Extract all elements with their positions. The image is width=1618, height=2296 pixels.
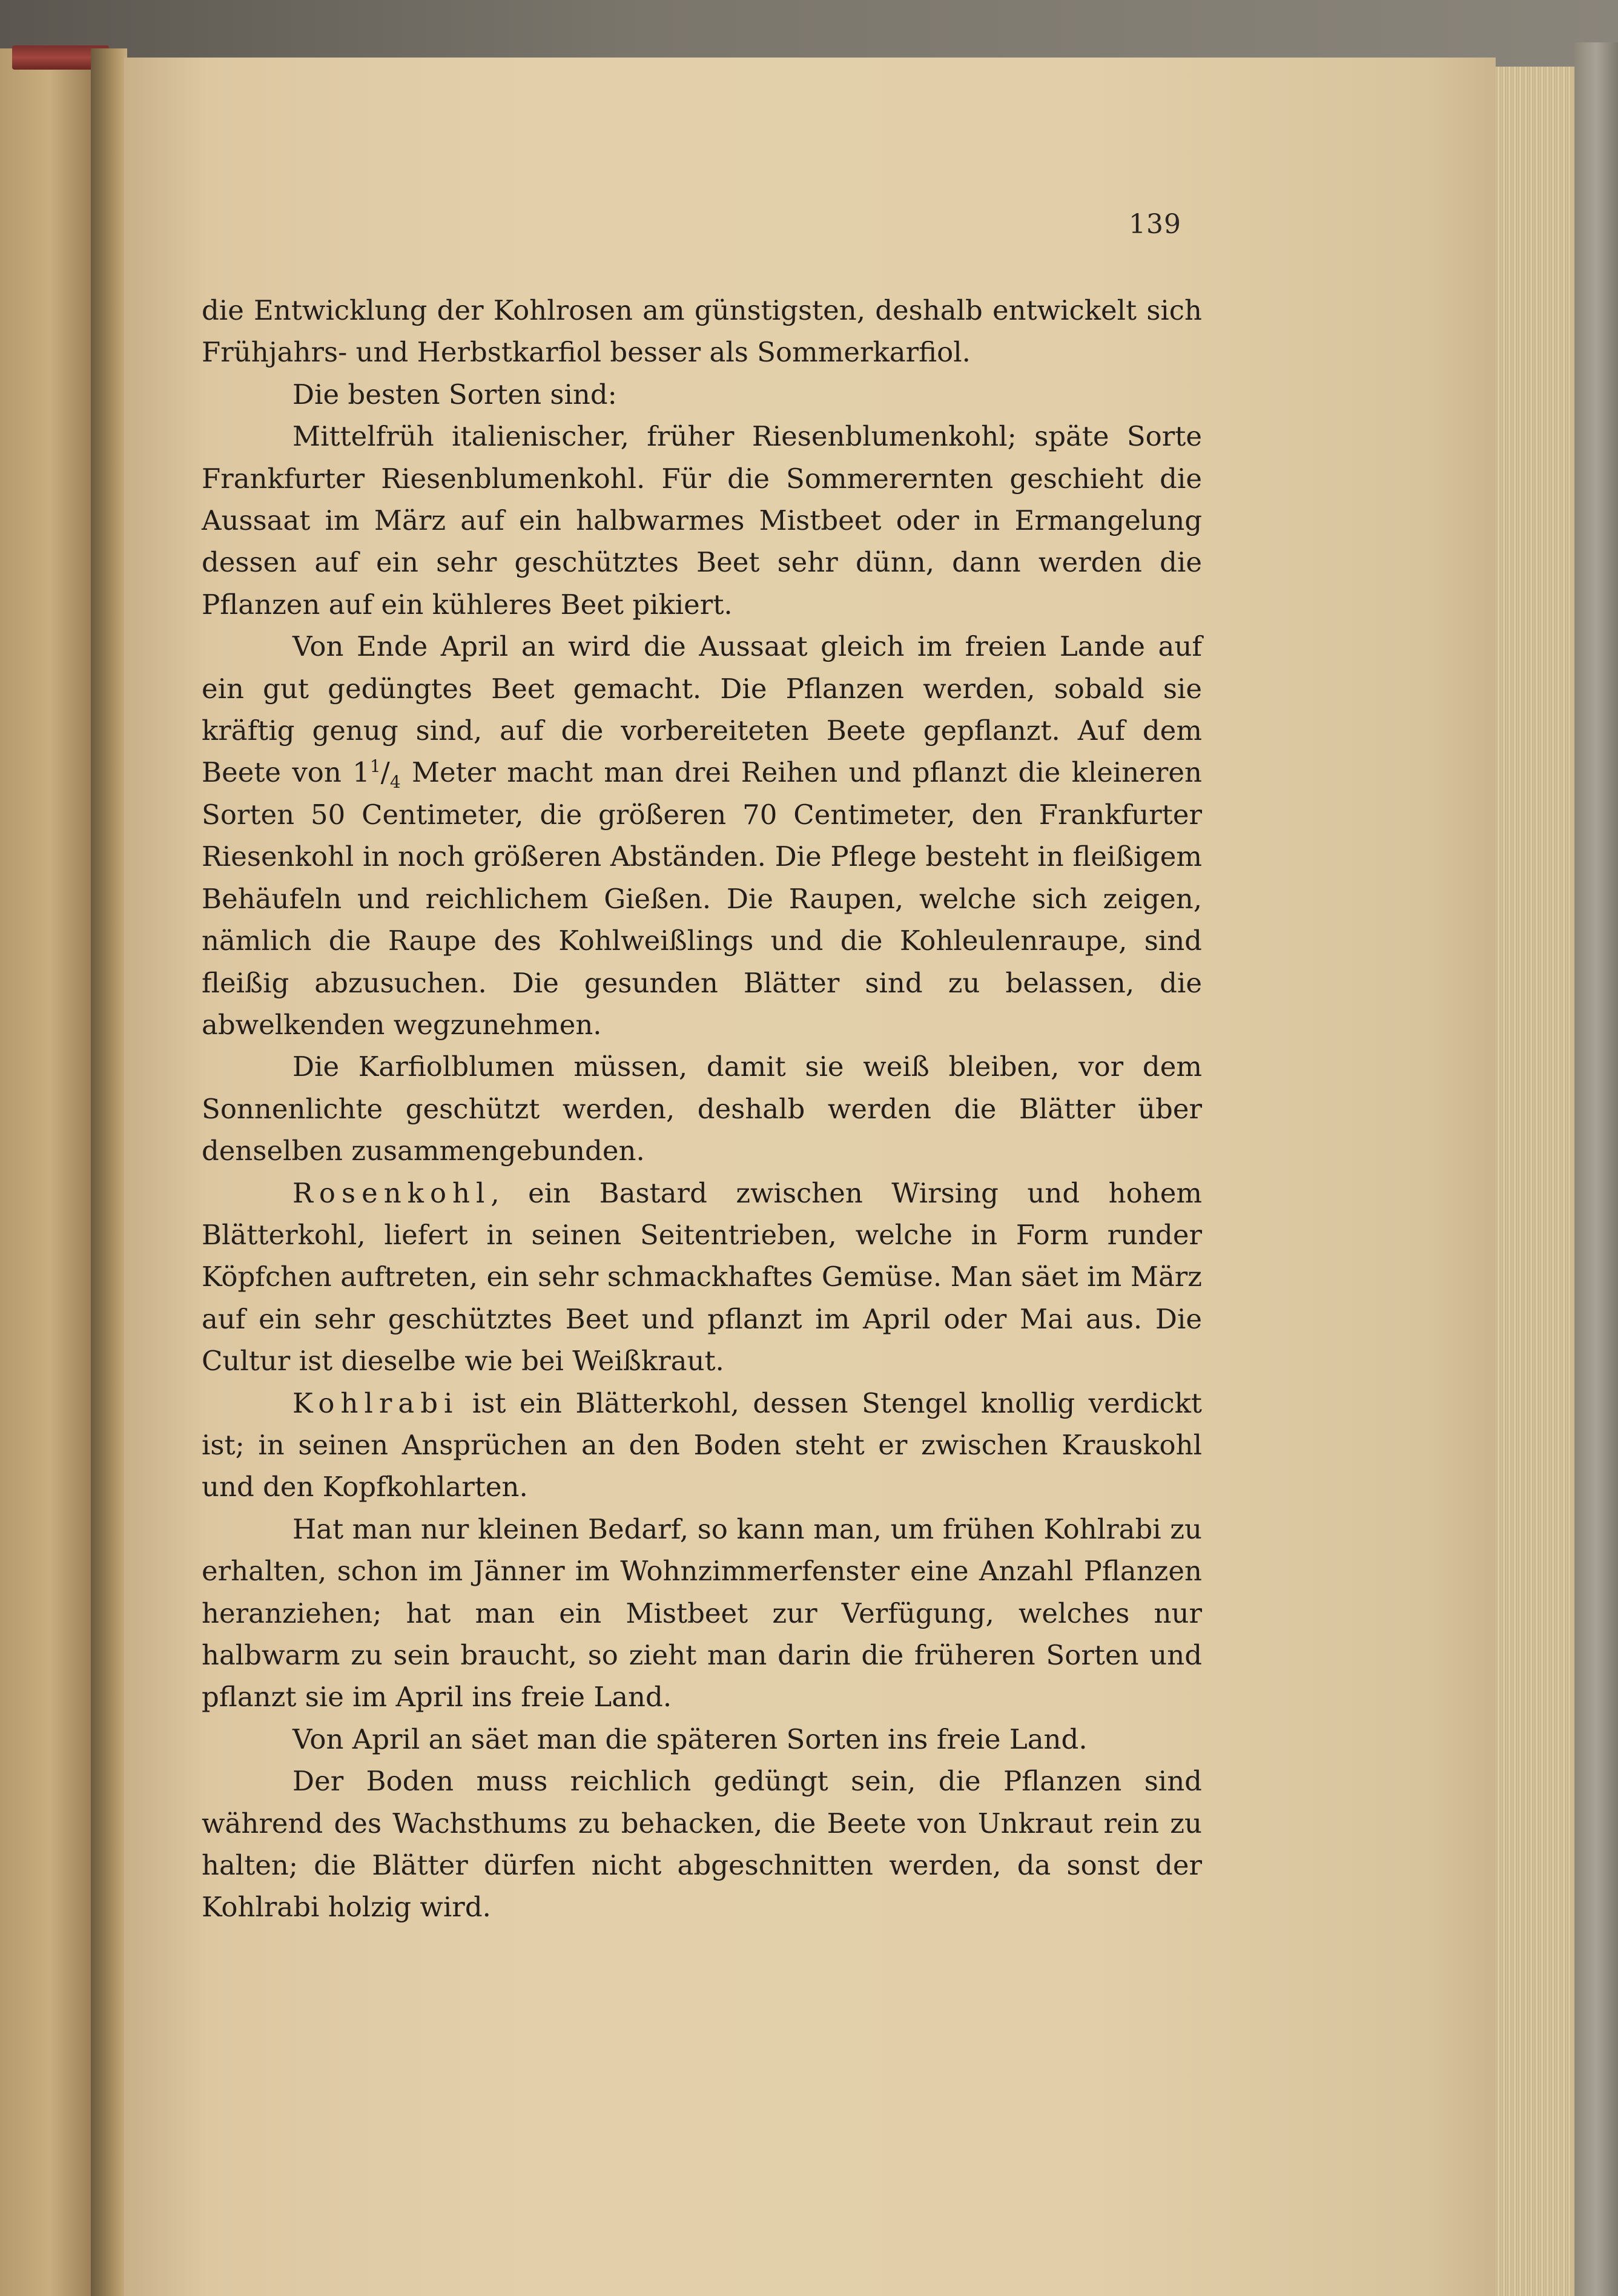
previous-page-edge (0, 48, 91, 2296)
paragraph: Hat man nur kleinen Bedarf, so kann man, um frühen Kohlrabi zu erhalten, schon im Jänner im Wohnzimmerfenster eine Anzahl Pflanzen heranziehen; hat man ein Mistbeet zur Verfügung, welches nur halbwarm zu sein braucht, so zieht man darin die früheren Sorten und pflanzt sie im April ins freie Land. (202, 1513, 1202, 1714)
paragraph: Der Boden muss reichlich gedüngt sein, die Pflanzen sind während des Wachsthums zu behacken, die Beete von Unkraut rein zu halten; die Blätter dürfen nicht abgeschnitten werden, da sonst der Kohlrabi holzig wird. (202, 1765, 1202, 1924)
page-number: 139 (1129, 209, 1181, 240)
fraction-numerator: 1 (369, 756, 381, 777)
paragraph: Mittelfrüh italienischer, früher Riesenblumenkohl; späte Sorte Frankfurter Riesenblumenkohl. Für die Sommerernten geschieht die Aussaat im März auf ein halbwarmes Mistbeet oder in Ermangelung dessen auf ein sehr geschütztes Beet sehr dünn, dann werden die Pflanzen auf ein kühleres Beet pikiert. (202, 420, 1202, 621)
fraction-denominator: 4 (389, 772, 401, 793)
paragraph: Von April an säet man die späteren Sorten ins freie Land. (292, 1723, 1088, 1755)
paragraph: Von Ende April an wird die Aussaat gleich im freien Lande auf ein gut gedüngtes Beet gemacht. Die Pflanzen werden, sobald sie kräftig genug sind, auf die vorbereiteten Beete gepflanzt. Auf dem Beete von $1^1/_4$ Meter macht man drei Reihen und pflanzt die kleineren Sorten 50 Centimeter, die größeren 70 Centimeter, den Frankfurter Riesenkohl in noch größeren Abständen. Die Pflege besteht in fleißigem Behäufeln und reichlichem Gießen. Die Raupen, welche sich zeigen, nämlich die Raupe des Kohlweißlings und die Kohleulenraupe, sind fleißig abzusuchen. Die gesunden Blätter sind zu belassen, die abwelkenden wegzunehmen. (202, 630, 1203, 1041)
book-board-right (1574, 42, 1618, 2296)
paragraph: Die Karfiolblumen müssen, damit sie weiß bleiben, vor dem Sonnenlichte geschützt werden, deshalb werden die Blätter über denselben zusammengebunden. (202, 1051, 1202, 1167)
page-text (202, 289, 1202, 1973)
spaced-term: Rosenkohl (292, 1176, 491, 1209)
paragraph-text: Von Ende April an wird die Aussaat gleich im freien Lande auf ein gut gedüngtes Beet gemacht. Die Pflanzen werden, sobald sie kräftig genug sind, auf die vorbereiteten Beete gepflanzt. Auf dem Beete von 1 (202, 630, 1202, 789)
paragraph-text: ist ein Blätterkohl, dessen Stengel knollig verdickt ist; in seinen Ansprüchen an den Boden steht er zwischen Krauskohl und den Kopfkohlarten. (202, 1387, 1202, 1503)
spaced-term: Kohlrabi (292, 1387, 459, 1419)
paragraph-text: Meter macht man drei Reihen und pflanzt die kleineren Sorten 50 Centimeter, die größeren 70 Centimeter, den Frankfurter Riesenkohl in noch größeren Abständen. Die Pflege besteht in fleißigem Behäufeln und reichlichem Gießen. Die Raupen, welche sich zeigen, nämlich die Raupe des Kohlweißlings und die Kohleulenraupe, sind fleißig abzusuchen. Die gesunden Blätter sind zu belassen, die abwelkenden wegzunehmen. (202, 756, 1203, 1041)
page-stack-edges (1490, 67, 1574, 2296)
paragraph: Die besten Sorten sind: (292, 378, 617, 411)
book-gutter (91, 48, 127, 2296)
paragraph: die Entwicklung der Kohlrosen am günstigsten, deshalb entwickelt sich Frühjahrs- und Herbstkarfiol besser als Sommerkarfiol. (202, 294, 1202, 369)
paragraph (202, 1172, 1202, 1382)
paragraph (202, 1382, 1202, 1508)
paragraph-text: , ein Bastard zwischen Wirsing und hohem Blätterkohl, liefert in seinen Seitentrieben, welche in Form runder Köpfchen auftreten, ein sehr schmackhaftes Gemüse. Man säet im März auf ein sehr geschütztes Beet und pflanzt im April oder Mai aus. Die Cultur ist dieselbe wie bei Weißkraut. (202, 1176, 1202, 1377)
